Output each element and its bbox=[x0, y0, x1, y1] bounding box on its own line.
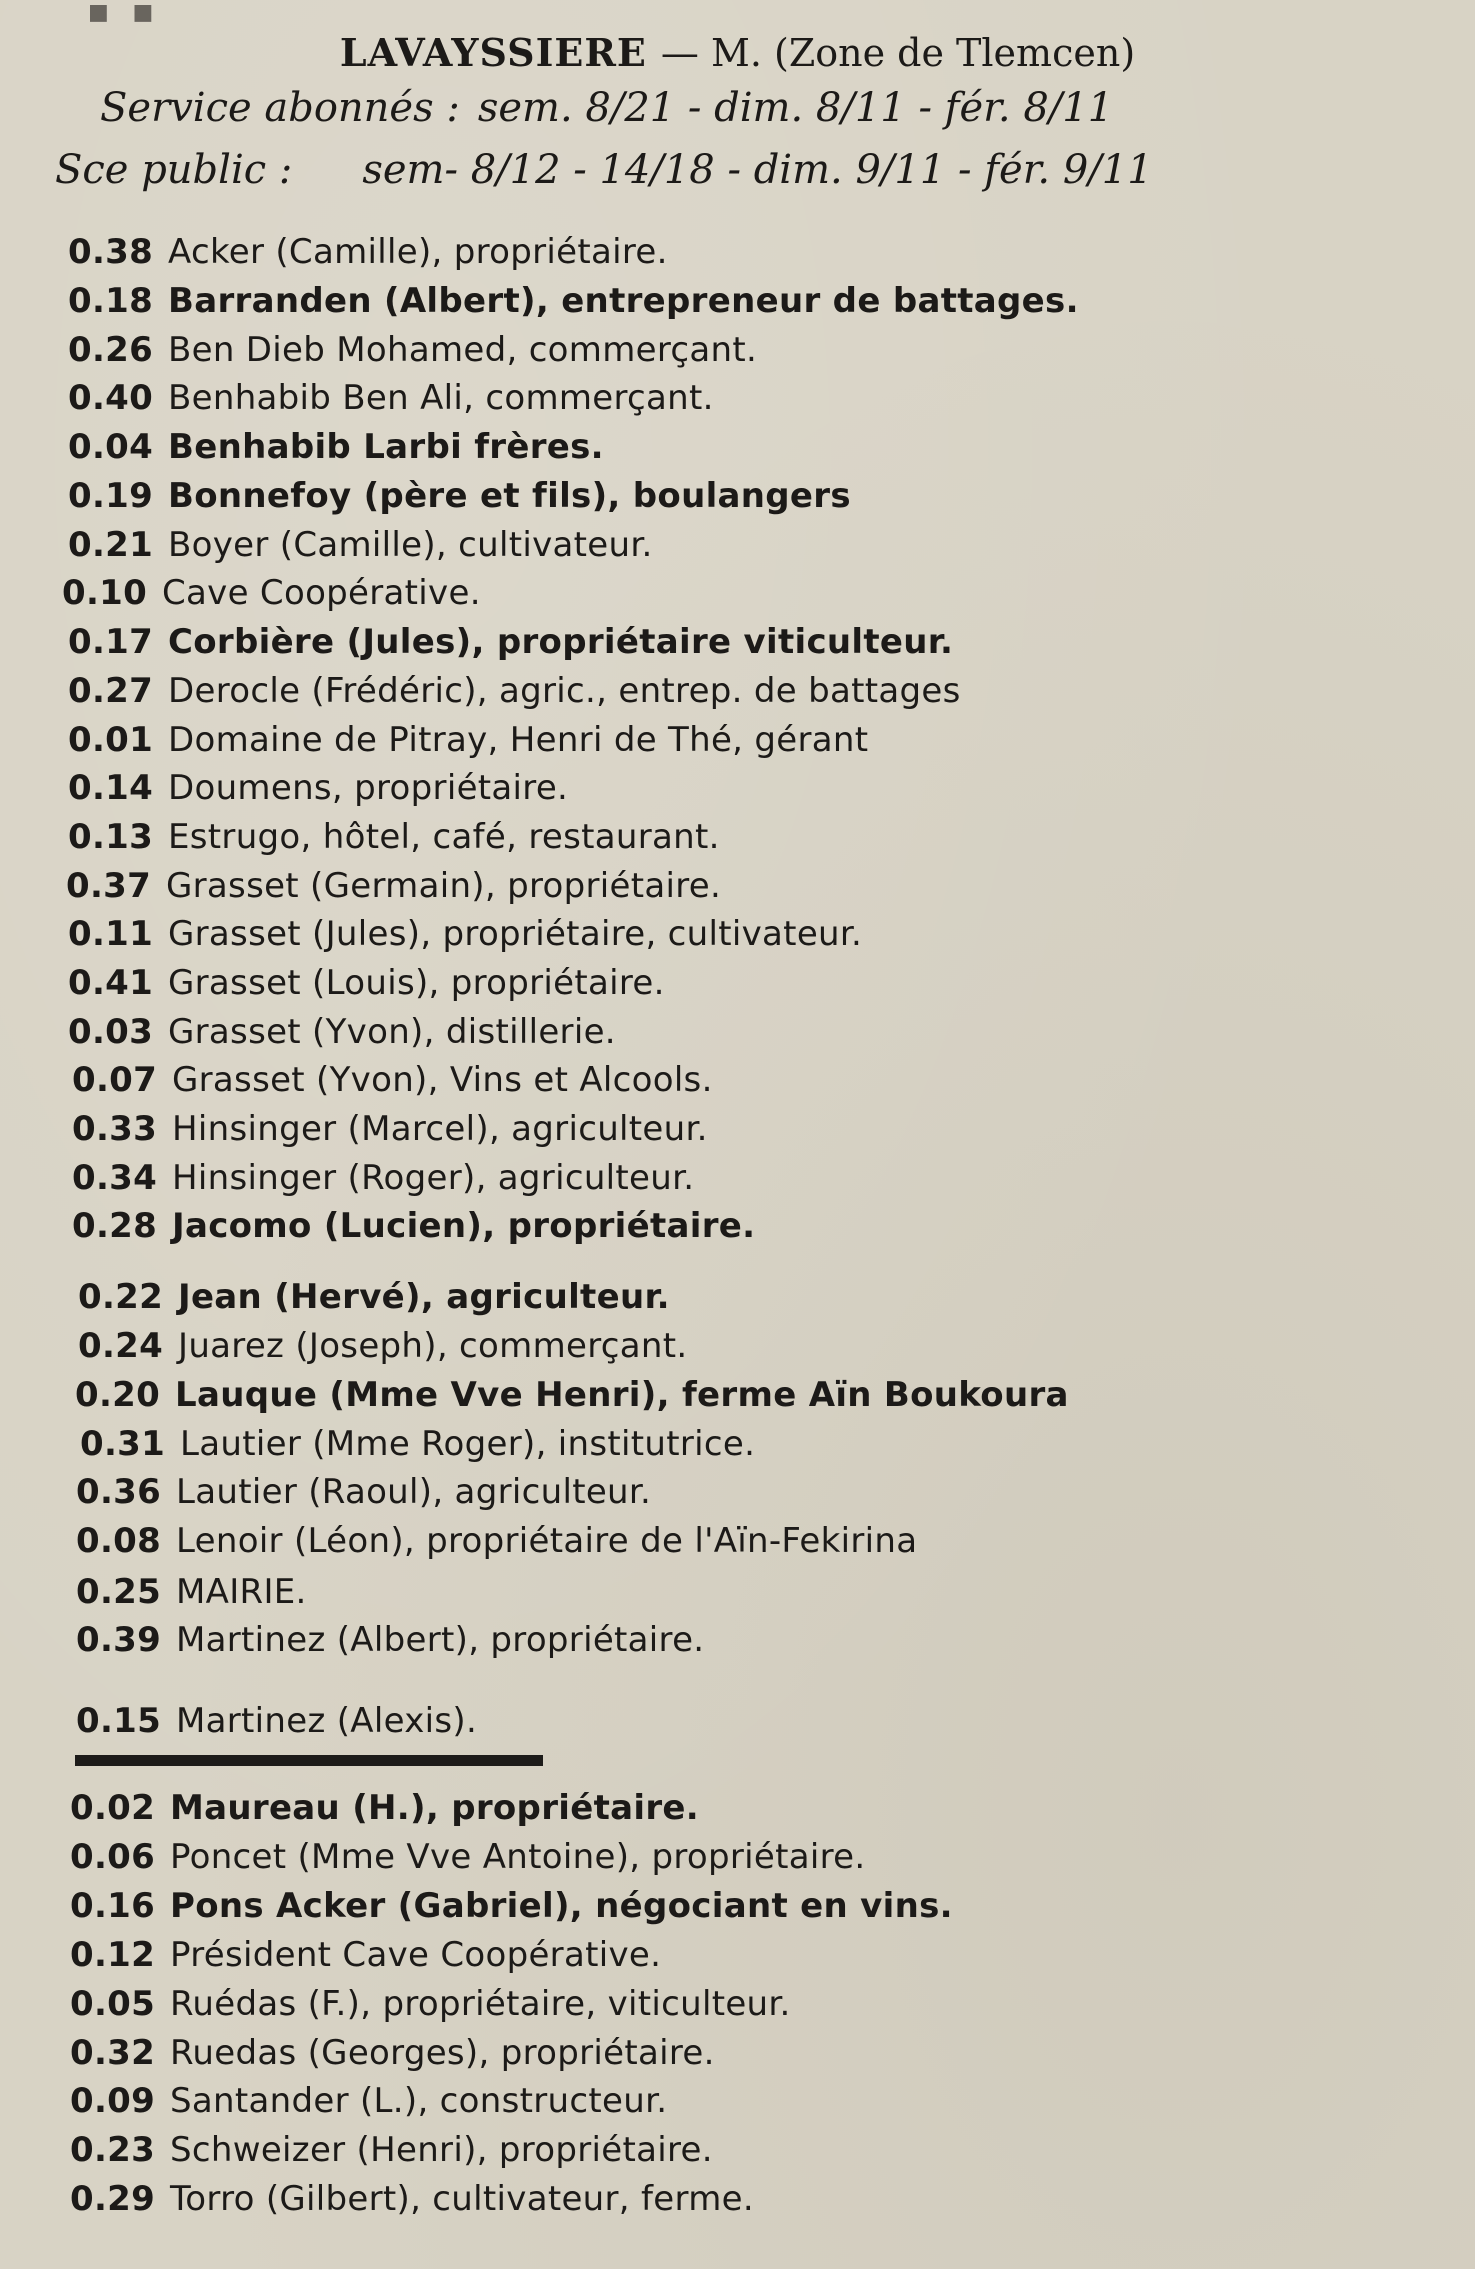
entry-number: 0.01 bbox=[68, 720, 154, 760]
list-item bbox=[70, 1982, 791, 2026]
entry-text: Grasset (Yvon), Vins et Alcools. bbox=[172, 1060, 713, 1100]
list-item bbox=[72, 1204, 755, 1248]
list-item bbox=[68, 425, 604, 469]
list-item bbox=[68, 669, 961, 713]
entry-text: Benhabib Larbi frères. bbox=[168, 427, 604, 467]
entry-number: 0.15 bbox=[76, 1701, 162, 1741]
entry-text: Corbière (Jules), propriétaire viticulteur. bbox=[168, 622, 954, 662]
entry-number: 0.25 bbox=[76, 1572, 162, 1612]
list-item bbox=[78, 1324, 687, 1368]
entry-text: Acker (Camille), propriétaire. bbox=[168, 232, 668, 272]
service-abonnes-label: Service abonnés : bbox=[100, 85, 460, 131]
list-item bbox=[68, 376, 714, 420]
list-item bbox=[76, 1470, 651, 1514]
entry-number: 0.02 bbox=[70, 1788, 156, 1828]
list-item bbox=[70, 1884, 953, 1928]
entry-number: 0.10 bbox=[62, 573, 148, 613]
entry-text: Benhabib Ben Ali, commerçant. bbox=[168, 378, 714, 418]
entry-text: Pons Acker (Gabriel), négociant en vins. bbox=[170, 1886, 953, 1926]
list-item bbox=[68, 718, 868, 762]
entry-number: 0.18 bbox=[68, 281, 154, 321]
entry-text: Cave Coopérative. bbox=[162, 573, 481, 613]
entry-number: 0.06 bbox=[70, 1837, 156, 1877]
entry-number: 0.21 bbox=[68, 525, 154, 565]
entry-text: Hinsinger (Marcel), agriculteur. bbox=[172, 1109, 708, 1149]
entry-text: Ruédas (F.), propriétaire, viticulteur. bbox=[170, 1984, 791, 2024]
entry-text: Domaine de Pitray, Henri de Thé, gérant bbox=[168, 720, 869, 760]
list-item bbox=[70, 2079, 667, 2123]
list-item bbox=[72, 1058, 713, 1102]
entry-text: Lautier (Raoul), agriculteur. bbox=[176, 1472, 652, 1512]
entry-number: 0.34 bbox=[72, 1158, 158, 1198]
list-item bbox=[68, 766, 568, 810]
list-item bbox=[80, 1422, 755, 1466]
cropped-text-fragment: ■ ■ bbox=[88, 0, 162, 24]
entry-text: Grasset (Louis), propriétaire. bbox=[168, 963, 665, 1003]
entry-text: Santander (L.), constructeur. bbox=[170, 2081, 668, 2121]
entry-text: Jacomo (Lucien), propriétaire. bbox=[172, 1206, 756, 1246]
list-item bbox=[76, 1699, 477, 1743]
entry-number: 0.16 bbox=[70, 1886, 156, 1926]
entry-text: Lautier (Mme Roger), institutrice. bbox=[180, 1424, 756, 1464]
entry-number: 0.11 bbox=[68, 914, 154, 954]
entry-text: Boyer (Camille), cultivateur. bbox=[168, 525, 653, 565]
list-item bbox=[78, 1275, 670, 1319]
list-item bbox=[70, 2031, 715, 2075]
entry-number: 0.03 bbox=[68, 1012, 154, 1052]
list-item bbox=[72, 1107, 708, 1151]
list-item bbox=[70, 2177, 754, 2221]
list-item bbox=[68, 523, 653, 567]
list-item bbox=[66, 864, 721, 908]
service-public-label: Sce public : bbox=[55, 147, 293, 193]
list-item bbox=[68, 1010, 616, 1054]
list-item bbox=[76, 1570, 307, 1614]
entry-number: 0.39 bbox=[76, 1620, 162, 1660]
entry-text: Maureau (H.), propriétaire. bbox=[170, 1788, 699, 1828]
entry-number: 0.08 bbox=[76, 1521, 162, 1561]
list-item bbox=[70, 1933, 661, 1977]
entry-text: Torro (Gilbert), cultivateur, ferme. bbox=[170, 2179, 754, 2219]
list-item bbox=[68, 230, 668, 274]
list-item bbox=[68, 328, 757, 372]
service-public-hours: sem- 8/12 - 14/18 - dim. 9/11 - fér. 9/11 bbox=[362, 147, 1153, 193]
list-item bbox=[72, 1156, 694, 1200]
list-item bbox=[68, 815, 720, 859]
entry-text: Martinez (Albert), propriétaire. bbox=[176, 1620, 705, 1660]
entry-number: 0.27 bbox=[68, 671, 154, 711]
list-item bbox=[68, 961, 665, 1005]
entry-number: 0.36 bbox=[76, 1472, 162, 1512]
entry-text: MAIRIE. bbox=[176, 1572, 307, 1612]
entry-number: 0.22 bbox=[78, 1277, 164, 1317]
entry-number: 0.28 bbox=[72, 1206, 158, 1246]
entry-text: Président Cave Coopérative. bbox=[170, 1935, 662, 1975]
entry-number: 0.20 bbox=[75, 1375, 161, 1415]
entry-number: 0.31 bbox=[80, 1424, 166, 1464]
entry-number: 0.23 bbox=[70, 2130, 156, 2170]
entry-text: Derocle (Frédéric), agric., entrep. de battages bbox=[168, 671, 961, 711]
entry-number: 0.05 bbox=[70, 1984, 156, 2024]
list-item bbox=[62, 571, 481, 615]
list-item bbox=[70, 2128, 713, 2172]
entry-number: 0.29 bbox=[70, 2179, 156, 2219]
entry-text: Grasset (Germain), propriétaire. bbox=[166, 866, 722, 906]
entry-text: Poncet (Mme Vve Antoine), propriétaire. bbox=[170, 1837, 866, 1877]
service-public-line bbox=[55, 144, 1153, 196]
list-item bbox=[70, 1835, 866, 1879]
entry-number: 0.17 bbox=[68, 622, 154, 662]
entry-number: 0.40 bbox=[68, 378, 154, 418]
list-item bbox=[70, 1786, 699, 1830]
entry-number: 0.33 bbox=[72, 1109, 158, 1149]
entry-text: Grasset (Jules), propriétaire, cultivateur. bbox=[168, 914, 863, 954]
list-item bbox=[68, 912, 862, 956]
entry-number: 0.38 bbox=[68, 232, 154, 272]
entry-number: 0.12 bbox=[70, 1935, 156, 1975]
service-abonnes-hours: sem. 8/21 - dim. 8/11 - fér. 8/11 bbox=[477, 85, 1114, 131]
entry-number: 0.09 bbox=[70, 2081, 156, 2121]
entry-text: Grasset (Yvon), distillerie. bbox=[168, 1012, 616, 1052]
entry-number: 0.37 bbox=[66, 866, 152, 906]
entry-number: 0.13 bbox=[68, 817, 154, 857]
entry-text: Hinsinger (Roger), agriculteur. bbox=[172, 1158, 695, 1198]
entry-number: 0.32 bbox=[70, 2033, 156, 2073]
list-item bbox=[68, 620, 953, 664]
entry-number: 0.26 bbox=[68, 330, 154, 370]
list-item bbox=[68, 279, 1079, 323]
entry-number: 0.19 bbox=[68, 476, 154, 516]
entry-number: 0.24 bbox=[78, 1326, 164, 1366]
entry-text: Juarez (Joseph), commerçant. bbox=[178, 1326, 688, 1366]
heading-zone: — M. (Zone de Tlemcen) bbox=[660, 31, 1136, 75]
entry-text: Bonnefoy (père et fils), boulangers bbox=[168, 476, 851, 516]
section-divider bbox=[75, 1755, 543, 1766]
entry-text: Jean (Hervé), agriculteur. bbox=[178, 1277, 670, 1317]
entry-text: Martinez (Alexis). bbox=[176, 1701, 478, 1741]
list-item bbox=[76, 1519, 917, 1563]
entry-text: Doumens, propriétaire. bbox=[168, 768, 569, 808]
service-abonnes-line bbox=[100, 82, 1113, 134]
entry-text: Ruedas (Georges), propriétaire. bbox=[170, 2033, 715, 2073]
entry-number: 0.04 bbox=[68, 427, 154, 467]
place-name: LAVAYSSIERE bbox=[339, 30, 647, 75]
entry-text: Barranden (Albert), entrepreneur de battages. bbox=[168, 281, 1079, 321]
page-heading bbox=[0, 28, 1475, 78]
entry-text: Estrugo, hôtel, café, restaurant. bbox=[168, 817, 720, 857]
entry-text: Ben Dieb Mohamed, commerçant. bbox=[168, 330, 758, 370]
entry-number: 0.07 bbox=[72, 1060, 158, 1100]
list-item bbox=[75, 1373, 1069, 1417]
entry-number: 0.41 bbox=[68, 963, 154, 1003]
list-item bbox=[68, 474, 851, 518]
entry-text: Lenoir (Léon), propriétaire de l'Aïn-Fekirina bbox=[176, 1521, 918, 1561]
list-item bbox=[76, 1618, 704, 1662]
entry-number: 0.14 bbox=[68, 768, 154, 808]
entry-text: Lauque (Mme Vve Henri), ferme Aïn Boukoura bbox=[175, 1375, 1069, 1415]
entry-text: Schweizer (Henri), propriétaire. bbox=[170, 2130, 713, 2170]
